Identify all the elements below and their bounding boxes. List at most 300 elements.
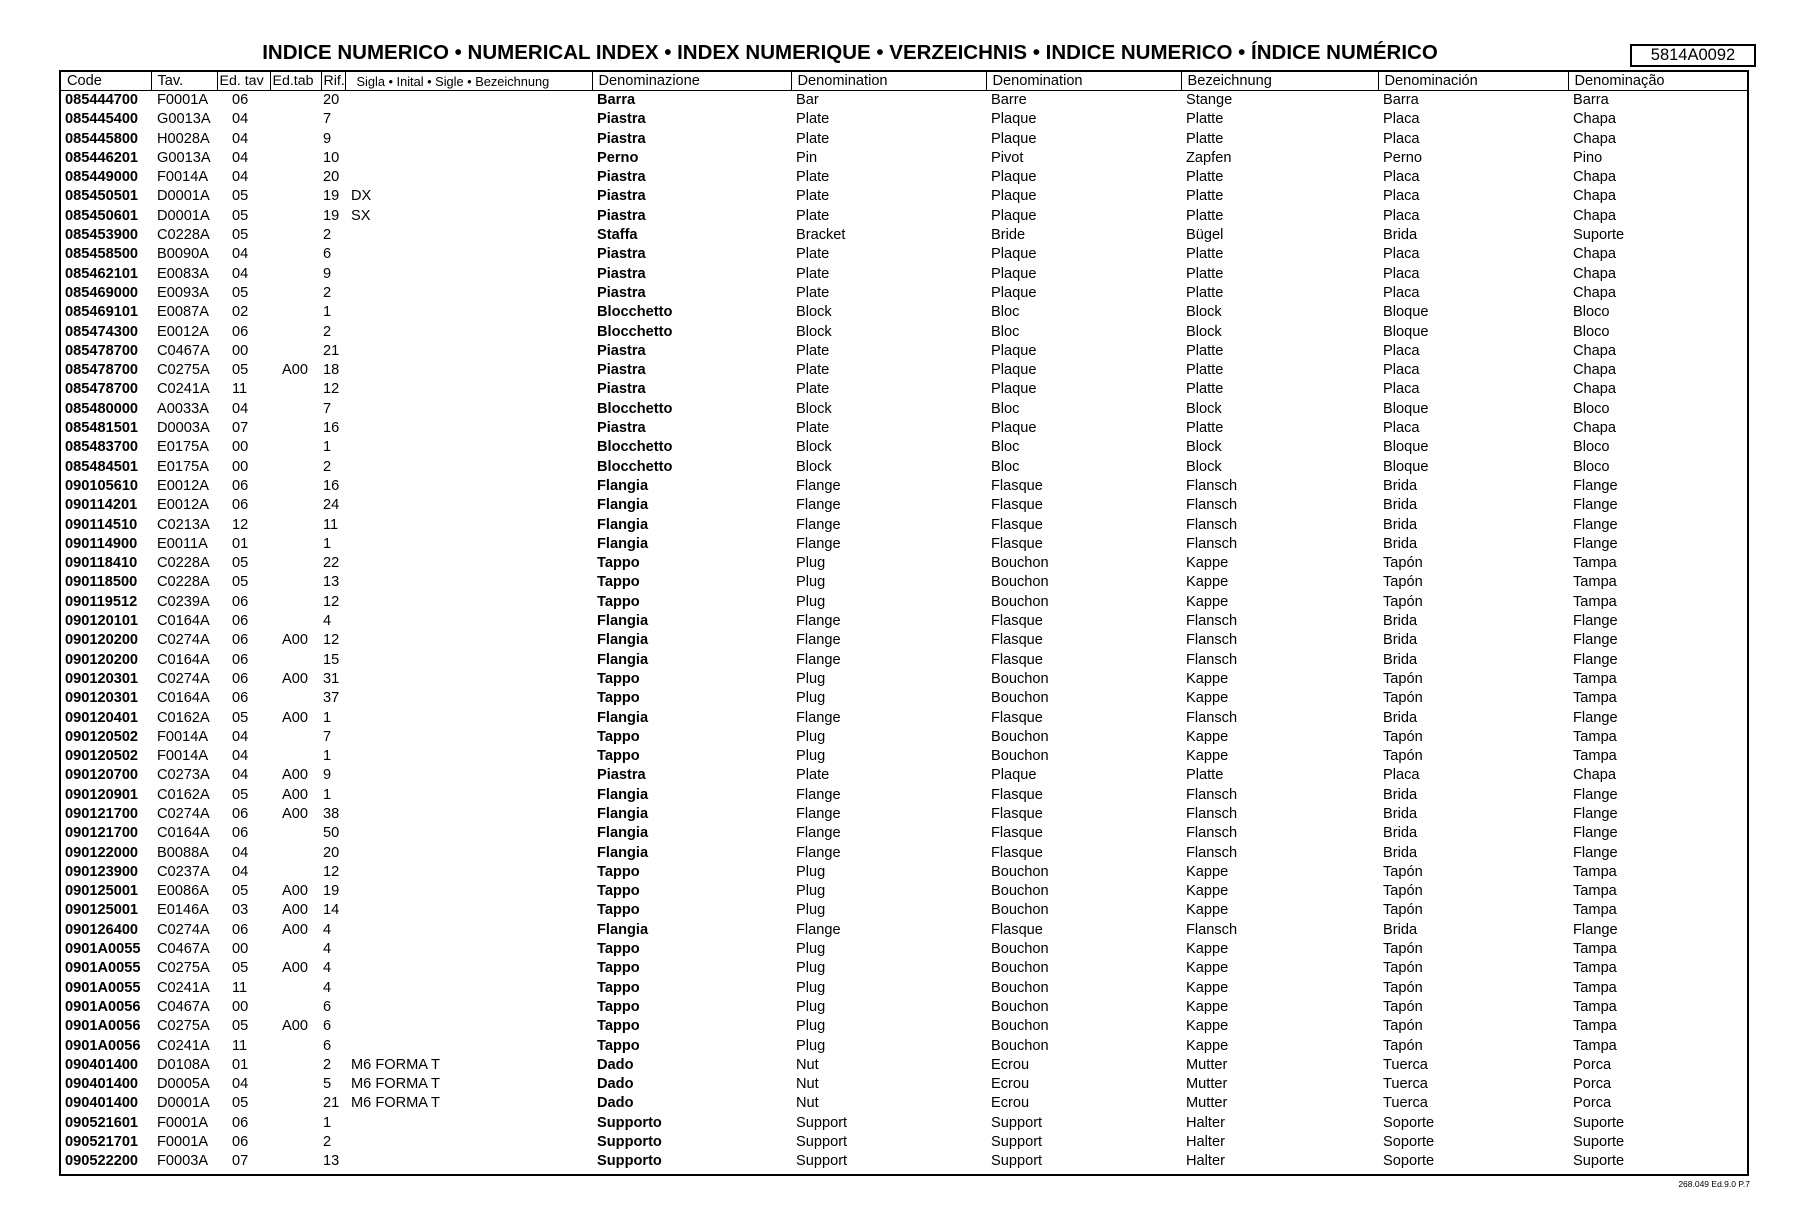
- cell-sigla: [345, 516, 592, 535]
- cell-denomination-fr: Flasque: [991, 516, 1043, 533]
- cell-sigla: [345, 91, 592, 111]
- cell-sigla: [345, 342, 592, 361]
- cell-bezeichnung: Zapfen: [1186, 149, 1232, 166]
- document-code: 5814A0092: [1630, 44, 1756, 67]
- cell-code: 090114510: [65, 516, 138, 533]
- cell-sigla: [345, 284, 592, 303]
- cell-denomination-en: Plate: [796, 188, 830, 205]
- cell-ed-tav: 06: [232, 690, 249, 707]
- cell-ed-tav: 00: [232, 941, 249, 958]
- cell-rif: 18: [323, 362, 340, 379]
- col-header-sigla: Sigla • Inital • Sigle • Bezeichnung: [345, 72, 592, 91]
- cell-code: 090521601: [65, 1114, 139, 1131]
- cell-denominazione: Piastra: [597, 342, 646, 359]
- cell-code: 085445400: [65, 111, 139, 128]
- cell-denomination-fr: Flasque: [991, 613, 1043, 630]
- cell-denominacion: Brida: [1383, 516, 1418, 533]
- cell-rif: 20: [323, 92, 340, 108]
- cell-denomination-fr: Bouchon: [991, 1037, 1049, 1054]
- cell-sigla: [345, 380, 592, 399]
- table-row: [61, 940, 1747, 959]
- cell-rif: 2: [323, 458, 332, 475]
- cell-denominacion: Tapón: [1383, 593, 1423, 610]
- cell-ed-tav: 04: [232, 169, 249, 186]
- cell-ed-tav: 04: [232, 863, 249, 880]
- table-row: [61, 1056, 1747, 1075]
- cell-ed-tab: [270, 477, 321, 496]
- cell-ed-tav: 05: [232, 284, 249, 301]
- cell-denomination-en: Plate: [796, 130, 830, 147]
- cell-rif: 19: [323, 883, 340, 900]
- cell-denominazione: Tappo: [597, 1018, 640, 1035]
- cell-bezeichnung: Platte: [1186, 342, 1224, 359]
- cell-denominacion: Barra: [1383, 92, 1419, 108]
- cell-tav: C0467A: [157, 941, 210, 958]
- cell-ed-tab: A00: [282, 1018, 308, 1035]
- table-row: [61, 651, 1747, 670]
- cell-code: 085474300: [65, 323, 139, 340]
- cell-denominacao: Chapa: [1573, 169, 1617, 186]
- cell-denomination-en: Block: [796, 400, 832, 417]
- table-row: [61, 1114, 1747, 1133]
- cell-tav: C0274A: [157, 632, 210, 649]
- cell-denominacion: Tapón: [1383, 998, 1423, 1015]
- cell-code: 085449000: [65, 169, 139, 186]
- cell-denomination-en: Plate: [796, 207, 830, 224]
- cell-rif: 6: [323, 1018, 332, 1035]
- cell-ed-tav: 03: [232, 902, 249, 919]
- cell-ed-tab: [270, 728, 321, 747]
- cell-tav: E0093A: [157, 284, 209, 301]
- cell-bezeichnung: Flansch: [1186, 805, 1238, 822]
- cell-ed-tab: [270, 998, 321, 1017]
- cell-ed-tab: A00: [282, 670, 308, 687]
- cell-rif: 4: [323, 960, 332, 977]
- cell-tav: E0011A: [157, 535, 208, 552]
- cell-ed-tav: 06: [232, 921, 249, 938]
- cell-ed-tab: [270, 496, 321, 515]
- cell-rif: 1: [323, 304, 332, 321]
- cell-denomination-en: Block: [796, 439, 832, 456]
- cell-bezeichnung: Halter: [1186, 1153, 1225, 1170]
- cell-tav: C0241A: [157, 979, 210, 996]
- cell-code: 085444700: [65, 92, 139, 108]
- cell-code: 090121700: [65, 825, 139, 842]
- cell-ed-tab: [270, 1133, 321, 1152]
- cell-denominacao: Suporte: [1573, 1134, 1625, 1151]
- table-row: [61, 689, 1747, 708]
- cell-code: 090118410: [65, 555, 138, 572]
- cell-rif: 24: [323, 497, 340, 514]
- cell-denominazione: Piastra: [597, 130, 646, 147]
- cell-sigla: [345, 940, 592, 959]
- cell-code: 090126400: [65, 921, 139, 938]
- table-row: [61, 863, 1747, 882]
- cell-denominazione: Tappo: [597, 941, 640, 958]
- cell-tav: D0001A: [157, 207, 210, 224]
- cell-denominacion: Tuerca: [1383, 1056, 1428, 1073]
- cell-bezeichnung: Platte: [1186, 767, 1224, 784]
- cell-denominazione: Flangia: [597, 805, 649, 822]
- cell-bezeichnung: Block: [1186, 304, 1222, 321]
- cell-tav: C0275A: [157, 1018, 210, 1035]
- cell-denomination-en: Block: [796, 458, 832, 475]
- cell-denomination-en: Support: [796, 1114, 848, 1131]
- cell-denomination-fr: Bouchon: [991, 979, 1049, 996]
- cell-denomination-en: Plate: [796, 342, 830, 359]
- cell-denominacao: Flange: [1573, 805, 1618, 822]
- cell-denomination-en: Plate: [796, 265, 830, 282]
- cell-denominacion: Brida: [1383, 844, 1418, 861]
- cell-denominacion: Tapón: [1383, 748, 1423, 765]
- cell-denomination-en: Plate: [796, 362, 830, 379]
- cell-denominacao: Flange: [1573, 497, 1618, 514]
- table-row: [61, 959, 1747, 978]
- cell-bezeichnung: Kappe: [1186, 979, 1229, 996]
- cell-sigla: [345, 921, 592, 940]
- cell-ed-tab: [270, 940, 321, 959]
- cell-denomination-en: Support: [796, 1134, 848, 1151]
- cell-denominazione: Tappo: [597, 960, 640, 977]
- cell-tav: C0275A: [157, 362, 210, 379]
- cell-denominazione: Perno: [597, 149, 639, 166]
- table-row: [61, 168, 1747, 187]
- cell-tav: E0012A: [157, 477, 209, 494]
- cell-denomination-en: Plug: [796, 1018, 826, 1035]
- cell-denomination-en: Plug: [796, 574, 826, 591]
- table-row: [61, 265, 1747, 284]
- cell-sigla: [345, 766, 592, 785]
- col-header-denomination-fr: Denomination: [986, 72, 1181, 91]
- cell-sigla: [345, 110, 592, 129]
- cell-denominacion: Tapón: [1383, 902, 1423, 919]
- cell-denomination-en: Flange: [796, 535, 841, 552]
- table-row: [61, 824, 1747, 843]
- cell-bezeichnung: Halter: [1186, 1134, 1225, 1151]
- cell-denominacao: Chapa: [1573, 207, 1617, 224]
- cell-denominacion: Tapón: [1383, 1037, 1423, 1054]
- cell-rif: 4: [323, 921, 332, 938]
- cell-denominazione: Tappo: [597, 593, 640, 610]
- table-row: [61, 477, 1747, 496]
- cell-denomination-fr: Plaque: [991, 188, 1037, 205]
- table-header-row: [61, 72, 1747, 91]
- cell-rif: 9: [323, 767, 332, 784]
- cell-bezeichnung: Platte: [1186, 381, 1224, 398]
- cell-bezeichnung: Mutter: [1186, 1095, 1228, 1112]
- cell-denomination-en: Plug: [796, 960, 826, 977]
- cell-denomination-en: Plug: [796, 555, 826, 572]
- cell-bezeichnung: Halter: [1186, 1114, 1225, 1131]
- cell-bezeichnung: Platte: [1186, 188, 1224, 205]
- cell-code: 090401400: [65, 1076, 139, 1093]
- cell-denomination-en: Flange: [796, 651, 841, 668]
- cell-ed-tab: [270, 1114, 321, 1133]
- cell-code: 090120200: [65, 651, 139, 668]
- cell-rif: 1: [323, 748, 332, 765]
- cell-rif: 19: [323, 207, 340, 224]
- cell-code: 085446201: [65, 149, 139, 166]
- cell-denominacion: Brida: [1383, 227, 1418, 244]
- cell-sigla: [345, 728, 592, 747]
- cell-sigla: [345, 959, 592, 978]
- cell-bezeichnung: Platte: [1186, 169, 1224, 186]
- cell-tav: C0162A: [157, 709, 210, 726]
- col-header-tav: Tav.: [151, 72, 217, 91]
- cell-ed-tav: 00: [232, 342, 249, 359]
- cell-denomination-fr: Bloc: [991, 304, 1020, 321]
- cell-denominacao: Tampa: [1573, 574, 1617, 591]
- cell-denominazione: Flangia: [597, 844, 649, 861]
- cell-denominazione: Piastra: [597, 246, 646, 263]
- cell-ed-tav: 05: [232, 883, 249, 900]
- cell-denomination-fr: Plaque: [991, 207, 1037, 224]
- cell-rif: 1: [323, 535, 332, 552]
- cell-ed-tav: 00: [232, 458, 249, 475]
- cell-denominacao: Tampa: [1573, 863, 1617, 880]
- cell-sigla: [345, 998, 592, 1017]
- cell-bezeichnung: Kappe: [1186, 728, 1229, 745]
- cell-denomination-en: Plug: [796, 748, 826, 765]
- cell-denomination-en: Block: [796, 304, 832, 321]
- cell-ed-tab: [270, 747, 321, 766]
- cell-tav: E0146A: [157, 902, 209, 919]
- cell-denomination-en: Plug: [796, 941, 826, 958]
- cell-denomination-fr: Support: [991, 1114, 1043, 1131]
- cell-denomination-en: Plug: [796, 902, 826, 919]
- cell-sigla: [345, 1133, 592, 1152]
- cell-denominacao: Chapa: [1573, 362, 1617, 379]
- cell-bezeichnung: Flansch: [1186, 844, 1238, 861]
- table-row: [61, 593, 1747, 612]
- cell-denominacion: Brida: [1383, 497, 1418, 514]
- cell-tav: C0241A: [157, 1037, 210, 1054]
- cell-denominacion: Tuerca: [1383, 1076, 1428, 1093]
- cell-ed-tav: 11: [232, 381, 248, 398]
- cell-denomination-fr: Bloc: [991, 400, 1020, 417]
- table-row: [61, 458, 1747, 477]
- cell-rif: 38: [323, 805, 340, 822]
- cell-denomination-en: Flange: [796, 825, 841, 842]
- cell-denominacion: Bloque: [1383, 304, 1429, 321]
- table-row: [61, 130, 1747, 149]
- cell-sigla: [345, 593, 592, 612]
- cell-tav: E0175A: [157, 458, 209, 475]
- cell-denominacion: Tuerca: [1383, 1095, 1428, 1112]
- cell-denominazione: Blocchetto: [597, 439, 673, 456]
- cell-code: 0901A0056: [65, 1018, 141, 1035]
- cell-denominazione: Piastra: [597, 207, 646, 224]
- col-header-denominacao: Denominação: [1568, 72, 1747, 91]
- cell-rif: 50: [323, 825, 340, 842]
- cell-denominacion: Tapón: [1383, 979, 1423, 996]
- cell-ed-tav: 00: [232, 998, 249, 1015]
- cell-denomination-fr: Bride: [991, 227, 1026, 244]
- cell-denominacao: Tampa: [1573, 979, 1617, 996]
- cell-denomination-fr: Plaque: [991, 246, 1037, 263]
- cell-denomination-en: Flange: [796, 805, 841, 822]
- cell-ed-tab: [270, 130, 321, 149]
- cell-denominacion: Brida: [1383, 632, 1418, 649]
- cell-denomination-fr: Bloc: [991, 323, 1020, 340]
- table-row: [61, 979, 1747, 998]
- cell-bezeichnung: Flansch: [1186, 632, 1238, 649]
- cell-code: 085462101: [65, 265, 139, 282]
- cell-bezeichnung: Platte: [1186, 265, 1224, 282]
- cell-bezeichnung: Platte: [1186, 111, 1224, 128]
- cell-bezeichnung: Flansch: [1186, 477, 1238, 494]
- cell-denominacao: Chapa: [1573, 420, 1617, 437]
- cell-code: 090121700: [65, 805, 139, 822]
- cell-denominacao: Tampa: [1573, 1037, 1617, 1054]
- cell-bezeichnung: Kappe: [1186, 574, 1229, 591]
- cell-denominacao: Flange: [1573, 651, 1618, 668]
- cell-ed-tab: [270, 284, 321, 303]
- table-row: [61, 1094, 1747, 1113]
- cell-sigla: [345, 303, 592, 322]
- cell-ed-tav: 04: [232, 111, 249, 128]
- cell-tav: D0001A: [157, 1095, 210, 1112]
- cell-denomination-fr: Flasque: [991, 709, 1043, 726]
- cell-denominazione: Flangia: [597, 497, 649, 514]
- cell-ed-tab: [270, 323, 321, 342]
- cell-denomination-fr: Bouchon: [991, 941, 1049, 958]
- cell-tav: C0164A: [157, 825, 210, 842]
- cell-denominazione: Flangia: [597, 535, 649, 552]
- cell-sigla: [345, 709, 592, 728]
- cell-rif: 2: [323, 284, 332, 301]
- cell-sigla: [345, 651, 592, 670]
- cell-denominazione: Tappo: [597, 1037, 640, 1054]
- table-row: [61, 631, 1747, 650]
- col-header-ed-tav: Ed. tav: [217, 72, 270, 91]
- cell-denomination-en: Plate: [796, 246, 830, 263]
- cell-sigla: [345, 419, 592, 438]
- cell-ed-tab: [270, 342, 321, 361]
- cell-denomination-fr: Support: [991, 1134, 1043, 1151]
- cell-rif: 10: [323, 149, 340, 166]
- cell-tav: C0274A: [157, 805, 210, 822]
- table-row: [61, 207, 1747, 226]
- cell-denomination-en: Nut: [796, 1095, 819, 1112]
- cell-denominazione: Piastra: [597, 420, 646, 437]
- cell-ed-tav: 07: [232, 1153, 249, 1170]
- cell-ed-tav: 05: [232, 188, 249, 205]
- cell-ed-tav: 05: [232, 574, 249, 591]
- cell-ed-tav: 05: [232, 1018, 249, 1035]
- cell-rif: 19: [323, 188, 340, 205]
- cell-sigla: [345, 477, 592, 496]
- cell-ed-tab: [270, 438, 321, 457]
- cell-sigla: [345, 496, 592, 515]
- cell-ed-tab: [270, 110, 321, 129]
- table-row: [61, 786, 1747, 805]
- cell-bezeichnung: Kappe: [1186, 670, 1229, 687]
- cell-denominazione: Blocchetto: [597, 323, 673, 340]
- cell-ed-tav: 02: [232, 304, 249, 321]
- cell-denominacion: Placa: [1383, 420, 1420, 437]
- cell-tav: D0003A: [157, 420, 210, 437]
- cell-denominacion: Bloque: [1383, 458, 1429, 475]
- cell-denomination-fr: Plaque: [991, 342, 1037, 359]
- cell-rif: 20: [323, 844, 340, 861]
- cell-denomination-fr: Flasque: [991, 477, 1043, 494]
- cell-denomination-fr: Bouchon: [991, 998, 1049, 1015]
- cell-tav: D0001A: [157, 188, 210, 205]
- cell-denominazione: Piastra: [597, 169, 646, 186]
- cell-tav: B0090A: [157, 246, 209, 263]
- cell-denominacao: Flange: [1573, 825, 1618, 842]
- cell-sigla: [345, 265, 592, 284]
- cell-denominacao: Tampa: [1573, 690, 1617, 707]
- cell-rif: 4: [323, 979, 332, 996]
- cell-rif: 12: [323, 381, 340, 398]
- cell-denominacao: Flange: [1573, 477, 1618, 494]
- cell-denominazione: Tappo: [597, 998, 640, 1015]
- cell-denominazione: Flangia: [597, 613, 649, 630]
- cell-sigla: [345, 323, 592, 342]
- cell-ed-tab: [270, 245, 321, 264]
- cell-ed-tav: 06: [232, 825, 249, 842]
- cell-denominacion: Tapón: [1383, 574, 1423, 591]
- cell-bezeichnung: Flansch: [1186, 516, 1238, 533]
- cell-denominazione: Tappo: [597, 902, 640, 919]
- cell-ed-tav: 11: [232, 979, 248, 996]
- table-row: [61, 187, 1747, 206]
- cell-rif: 4: [323, 613, 332, 630]
- cell-tav: C0164A: [157, 613, 210, 630]
- cell-sigla: [345, 554, 592, 573]
- cell-denominazione: Flangia: [597, 786, 649, 803]
- cell-tav: F0001A: [157, 1134, 209, 1151]
- cell-denomination-fr: Flasque: [991, 805, 1043, 822]
- cell-code: 0901A0055: [65, 941, 141, 958]
- cell-denominacion: Placa: [1383, 284, 1420, 301]
- cell-denomination-en: Plug: [796, 690, 826, 707]
- cell-ed-tab: A00: [282, 805, 308, 822]
- cell-sigla: [345, 863, 592, 882]
- cell-denomination-fr: Flasque: [991, 651, 1043, 668]
- cell-denominacao: Bloco: [1573, 439, 1610, 456]
- cell-code: 090401400: [65, 1056, 139, 1073]
- table-row: [61, 728, 1747, 747]
- cell-denomination-en: Plug: [796, 593, 826, 610]
- cell-denominacion: Brida: [1383, 709, 1418, 726]
- cell-ed-tab: A00: [282, 960, 308, 977]
- cell-denomination-en: Flange: [796, 844, 841, 861]
- cell-rif: 1: [323, 1114, 332, 1131]
- cell-rif: 5: [323, 1076, 332, 1093]
- cell-denomination-fr: Bouchon: [991, 555, 1049, 572]
- cell-bezeichnung: Flansch: [1186, 825, 1238, 842]
- cell-code: 090125001: [65, 883, 139, 900]
- cell-sigla: [345, 805, 592, 824]
- cell-bezeichnung: Kappe: [1186, 555, 1229, 572]
- cell-ed-tab: [270, 303, 321, 322]
- cell-rif: 14: [323, 902, 340, 919]
- cell-denominacion: Brida: [1383, 786, 1418, 803]
- cell-code: 090120301: [65, 670, 139, 687]
- cell-code: 085469101: [65, 304, 139, 321]
- cell-denominazione: Blocchetto: [597, 458, 673, 475]
- cell-denomination-en: Block: [796, 323, 832, 340]
- cell-rif: 9: [323, 265, 332, 282]
- cell-denomination-fr: Flasque: [991, 844, 1043, 861]
- cell-denominacion: Brida: [1383, 651, 1418, 668]
- cell-denomination-fr: Ecrou: [991, 1076, 1030, 1093]
- cell-bezeichnung: Flansch: [1186, 709, 1238, 726]
- cell-ed-tav: 05: [232, 227, 249, 244]
